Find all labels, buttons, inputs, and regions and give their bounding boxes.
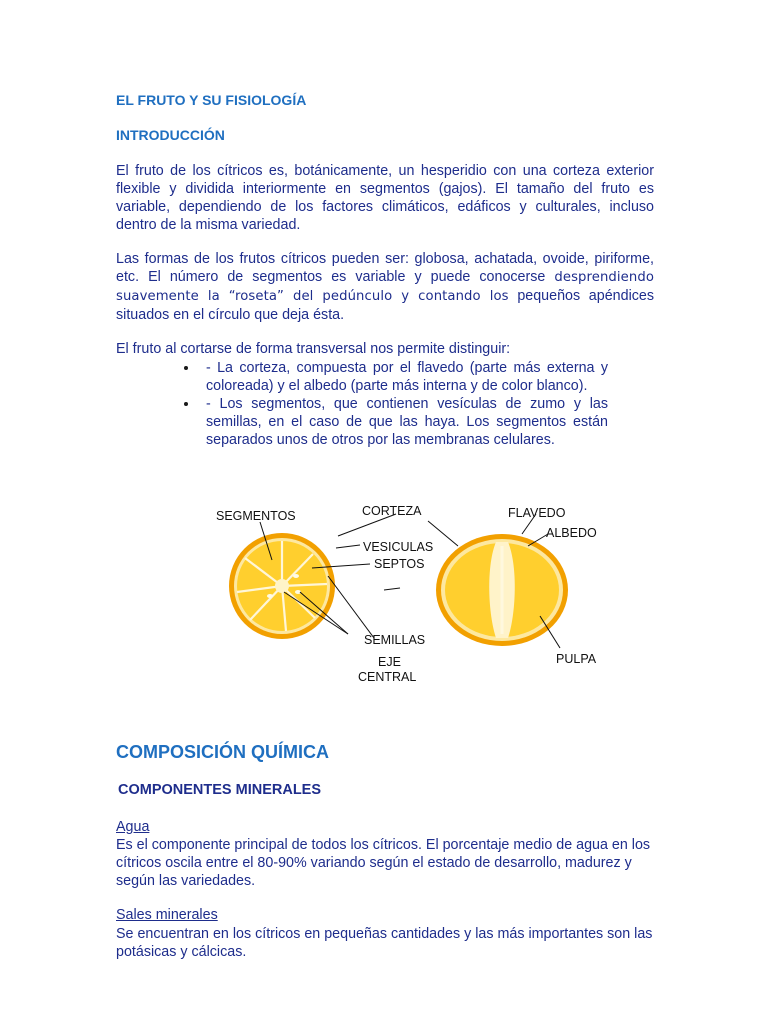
salts-subheading: Sales minerales (116, 907, 218, 923)
list-item-text: - Los segmentos, que contienen vesículas de zumo y las semillas, en el caso de que las haya. Los segmentos están separados unos de otros por las membranas celulares. (206, 396, 608, 448)
bullet-icon (184, 402, 188, 406)
citrus-diagram (200, 496, 620, 696)
salts-paragraph: Se encuentran en los cítricos en pequeñas cantidades y las más importantes son las potásicas y cálcicas. (116, 926, 653, 960)
label-segmentos: SEGMENTOS (216, 509, 296, 523)
water-paragraph: Es el componente principal de todos los cítricos. El porcentaje medio de agua en los cítricos oscila entre el 80-90% variando según el estado de desarrollo, madurez y según las variedades. (116, 837, 651, 889)
label-septos: SEPTOS (374, 557, 425, 571)
label-flavedo: FLAVEDO (508, 506, 566, 520)
shapes-paragraph-part-1: Las formas de los frutos cítricos pueden ser: globosa, achatada, ovoide, piriforme, etc. El número de segmentos es variable y puede conocerse (116, 251, 654, 285)
label-central: CENTRAL (358, 670, 417, 684)
cross-section-fruit (229, 533, 335, 639)
parts-list (176, 359, 608, 449)
label-albedo: ALBEDO (546, 526, 597, 540)
bullet-icon (184, 366, 188, 370)
label-pulpa: PULPA (556, 652, 597, 666)
list-item (176, 395, 608, 449)
label-vesiculas: VESICULAS (363, 540, 434, 554)
composition-heading: COMPOSICIÓN QUÍMICA (116, 742, 330, 762)
minerals-heading: COMPONENTES MINERALES (118, 782, 322, 798)
water-subheading: Agua (116, 819, 150, 835)
shapes-paragraph-part-2: desprendiendo suavemente la “roseta” del pedúnculo y contando los (116, 270, 654, 304)
list-item (176, 359, 608, 395)
intro-paragraph: El fruto de los cítricos es, botánicamente, un hesperidio con una corteza exterior flexible y dividida interiormente en segmentos (gajos). El tamaño del fruto es variable, dependiendo de los factores climáticos, edáficos y culturales, incluso dentro de la misma variedad. (116, 163, 654, 233)
label-eje: EJE (378, 655, 401, 669)
shapes-paragraph (116, 250, 654, 324)
label-corteza: CORTEZA (362, 504, 422, 518)
central-axis (275, 579, 289, 593)
list-item-text: - La corteza, compuesta por el flavedo (parte más externa y coloreada) y el albedo (parte más interna y de color blanco). (206, 360, 608, 394)
intro-heading: INTRODUCCIÓN (116, 127, 225, 143)
shapes-paragraph-part-3: pequeños apéndices situados en el círculo que deja ésta. (116, 288, 654, 323)
cut-paragraph: El fruto al cortarse de forma transversal nos permite distinguir: (116, 341, 511, 357)
document-title: EL FRUTO Y SU FISIOLOGÍA (116, 92, 307, 108)
label-semillas: SEMILLAS (364, 633, 426, 647)
